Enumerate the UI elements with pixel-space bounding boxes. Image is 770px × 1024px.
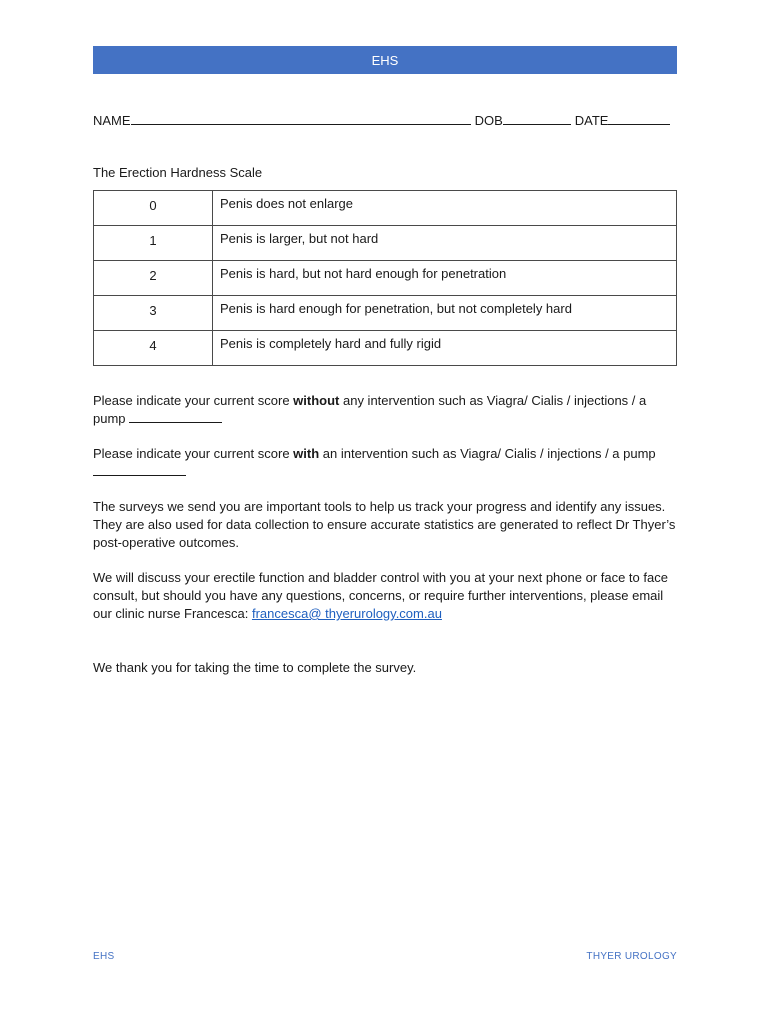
description-cell: Penis is hard enough for penetration, but not completely hard <box>213 296 677 331</box>
question-text: an intervention such as Viagra/ Cialis / injections / a pump <box>319 446 656 461</box>
discuss-paragraph <box>93 569 677 623</box>
description-cell: Penis is larger, but not hard <box>213 226 677 261</box>
score-cell: 1 <box>94 226 213 261</box>
footer-left-label: EHS <box>93 951 115 962</box>
dob-label: DOB <box>474 113 503 128</box>
name-field[interactable] <box>131 112 471 125</box>
table-row <box>94 261 677 296</box>
description-cell: Penis is hard, but not hard enough for penetration <box>213 261 677 296</box>
name-label: NAME <box>93 113 131 128</box>
description-cell: Penis is completely hard and fully rigid <box>213 331 677 366</box>
patient-fields <box>93 112 677 128</box>
date-field[interactable] <box>608 112 670 125</box>
date-label: DATE <box>574 113 609 128</box>
question-text: Please indicate your current score <box>93 393 294 408</box>
score-cell: 4 <box>94 331 213 366</box>
header-title: EHS <box>371 52 399 68</box>
score-without-field[interactable] <box>129 410 222 423</box>
score-cell: 0 <box>94 191 213 226</box>
table-row <box>94 296 677 331</box>
email-link[interactable]: francesca@ thyerurology.com.au <box>251 606 442 621</box>
header-bar <box>93 46 677 74</box>
question-with-intervention <box>93 445 677 481</box>
question-without-intervention <box>93 392 677 428</box>
score-with-field[interactable] <box>93 463 186 476</box>
question-text: any intervention such as Viagra/ Cialis / injections / a pump <box>93 393 647 426</box>
score-cell: 2 <box>94 261 213 296</box>
table-row <box>94 191 677 226</box>
question-emphasis: with <box>293 446 320 461</box>
description-cell: Penis does not enlarge <box>213 191 677 226</box>
surveys-paragraph: The surveys we send you are important tools to help us track your progress and identify any issues. They are also used for data collection to ensure accurate statistics are generated to reflect Dr Thyer’s post-operative outcomes. <box>93 499 676 550</box>
table-row <box>94 331 677 366</box>
question-emphasis: without <box>293 393 340 408</box>
footer-right-label: THYER UROLOGY <box>586 951 677 962</box>
score-cell: 3 <box>94 296 213 331</box>
dob-field[interactable] <box>503 112 571 125</box>
hardness-scale-table <box>93 190 677 366</box>
question-text: Please indicate your current score <box>93 446 294 461</box>
scale-title: The Erection Hardness Scale <box>93 165 263 180</box>
thanks-paragraph: We thank you for taking the time to complete the survey. <box>93 660 417 675</box>
discuss-text: We will discuss your erectile function and bladder control with you at your next phone or face to face consult, but should you have any questions, concerns, or require further interventions, please email our clinic nurse Francesca: <box>93 570 668 621</box>
table-row <box>94 226 677 261</box>
